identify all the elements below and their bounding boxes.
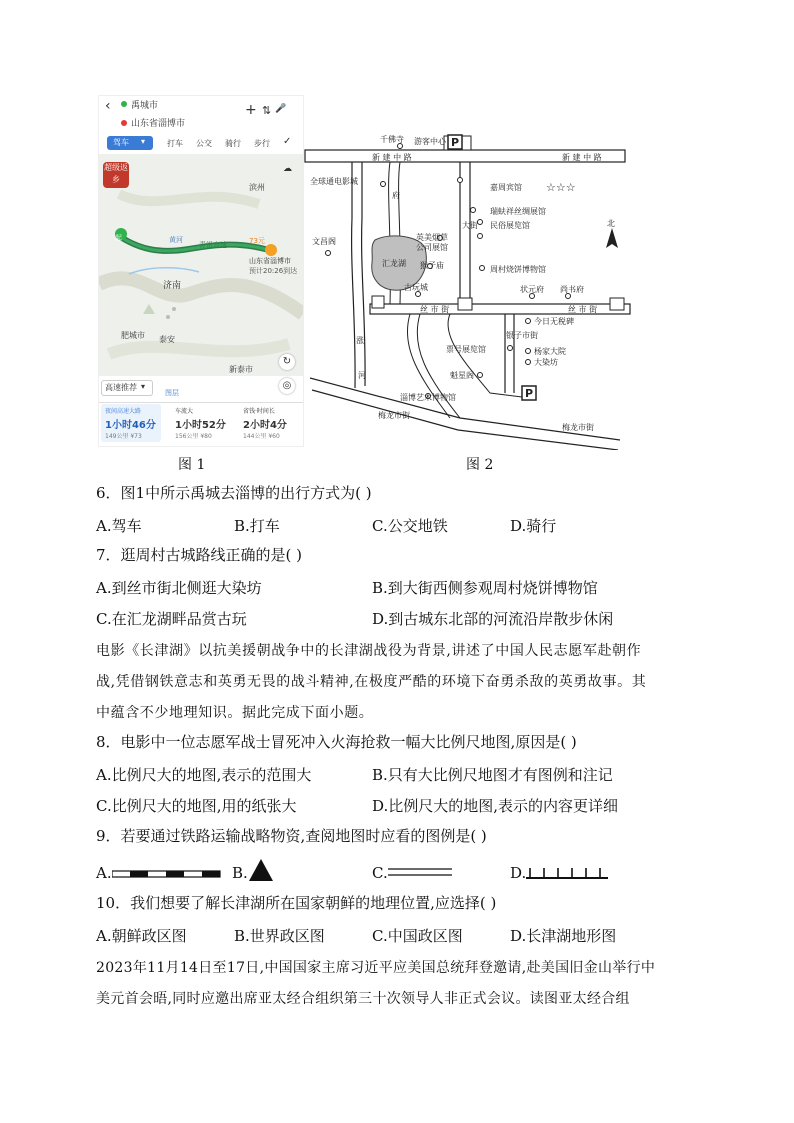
mic-icon[interactable]: 🎤 [275, 104, 287, 114]
label-yangjia: 杨家大院 [534, 347, 566, 356]
label-ruifu: 瑞蚨祥丝绸展馆 [490, 207, 546, 216]
map-label-feicheng: 肥城市 [121, 331, 145, 340]
question-9-stem: 9．若要通过铁路运输战略物资,查阅地图时应看的图例是( ) [96, 827, 487, 845]
passage-1-line-3: 中蕴含不少地理知识。据此完成下面小题。 [96, 705, 374, 721]
label-gongsi: 公司展馆 [416, 243, 448, 252]
q6-option-a[interactable]: A.驾车 [96, 517, 142, 535]
north-label: 北 [607, 219, 615, 228]
map-label-jinan: 济南 [163, 281, 182, 291]
label-xinjian-road-left: 新 建 中 路 [372, 153, 412, 162]
arrival-time: 预计20:26到达 [249, 267, 298, 275]
route-option-1-time: 1小时46分 [105, 420, 156, 431]
label-shangshu: 尚书府 [560, 285, 584, 294]
label-piaohao: 票号展览馆 [446, 345, 486, 354]
map-label-binzhou: 滨州 [249, 183, 265, 192]
route-option-3-title[interactable]: 省钱·时间长 [243, 408, 275, 415]
label-meilong-left: 梅龙市街 [378, 411, 410, 420]
more-modes-icon[interactable]: ✓ [283, 136, 292, 147]
route-option-1-title: 夜间高速大路 [105, 408, 142, 415]
start-tag: 起 [115, 234, 122, 242]
label-minsu: 民俗展览馆 [490, 221, 530, 230]
label-zhang: 涨 [356, 336, 364, 345]
q6-option-d[interactable]: D.骑行 [510, 517, 557, 535]
figure-2-street-map [300, 128, 640, 450]
label-jiazhou: 嘉周宾馆 [490, 183, 522, 192]
railway-symbol [112, 868, 222, 880]
passage-2-line-2: 美元首会晤,同时应邀出席亚太经合组织第三十次领导人非正式会议。读图亚太经合组 [96, 991, 630, 1007]
q9-option-c[interactable]: C. [372, 864, 388, 882]
label-meixing: 魁星阁 [450, 371, 474, 380]
back-icon[interactable]: ‹ [105, 98, 111, 114]
q9-option-b[interactable]: B. [232, 864, 248, 882]
tab-transit[interactable]: 公交 [196, 139, 212, 148]
question-7-stem: 7．逛周村古城路线正确的是( ) [96, 546, 303, 564]
q10-option-d[interactable]: D.长津湖地形图 [510, 927, 617, 945]
tab-bike[interactable]: 骑行 [225, 139, 241, 148]
promo-badge[interactable]: 超级返乡 [103, 162, 129, 188]
passage-1-line-1: 电影《长津湖》以抗美援朝战争中的长津湖战役为背景,讲述了中国人民志愿军赴朝作 [96, 643, 642, 659]
refresh-icon[interactable]: ↻ [279, 354, 295, 370]
q7-option-b[interactable]: B.到大街西侧参观周村烧饼博物馆 [372, 579, 598, 597]
label-yuanzi: 猴子庙 [420, 261, 444, 270]
label-qianfo: 千佛寺 [380, 135, 404, 144]
label-he: 河 [358, 371, 366, 380]
q6-option-b[interactable]: B.打车 [234, 517, 280, 535]
q9-option-d[interactable]: D. [510, 864, 527, 882]
question-6-stem: 6．图1中所示禹城去淄博的出行方式为( ) [96, 484, 372, 502]
label-xinjian-road-right: 新 建 中 路 [562, 153, 602, 162]
destination-dot-icon [121, 120, 127, 126]
label-guwan: 古玩城 [404, 283, 428, 292]
question-8-stem: 8．电影中一位志愿军战士冒死冲入火海抢救一幅大比例尺地图,原因是( ) [96, 733, 577, 751]
route-option-2-meta: 156公里 ¥80 [175, 433, 212, 440]
add-stop-button[interactable]: + [245, 102, 257, 118]
label-wenchang: 文昌阁 [312, 237, 336, 246]
map-label-destination: 山东省淄博市 [249, 257, 291, 265]
q8-option-a[interactable]: A.比例尺大的地图,表示的范围大 [96, 766, 312, 784]
route-option-2-title[interactable]: 车流大 [175, 408, 194, 415]
map-label-xintai: 新泰市 [229, 365, 253, 374]
route-option-3-meta: 144公里 ¥60 [243, 433, 280, 440]
q8-option-b[interactable]: B.只有大比例尺地图才有图例和注记 [372, 766, 613, 784]
mountain-peak-icon [248, 858, 274, 882]
label-huilong-lake: 汇龙湖 [382, 259, 406, 268]
origin-field[interactable]: 禹城市 [131, 101, 159, 111]
figure-1-phone-map [98, 95, 304, 447]
label-zibo: 淄博艺术博物馆 [400, 393, 456, 402]
dropdown-chevron-icon: ▾ [141, 382, 146, 391]
label-fu: 府 [392, 191, 400, 200]
passage-1-line-2: 战,凭借钢铁意志和英勇无畏的战斗精神,在极度严酷的环境下奋勇杀敌的英勇故事。其 [96, 674, 647, 690]
label-yinzi: 银子市街 [506, 331, 538, 340]
q6-option-c[interactable]: C.公交地铁 [372, 517, 448, 535]
label-stars: ☆☆☆ [546, 181, 576, 194]
tab-drive[interactable]: 驾车 [113, 138, 129, 147]
label-jinri: 今日无税碑 [534, 317, 574, 326]
weather-icon[interactable]: ☁ [283, 164, 292, 174]
q10-option-a[interactable]: A.朝鲜政区图 [96, 927, 187, 945]
q10-option-b[interactable]: B.世界政区图 [234, 927, 325, 945]
figure-1-caption: 图 1 [178, 457, 206, 473]
route-preference-dropdown[interactable]: 高速推荐 [105, 383, 137, 392]
q7-option-a[interactable]: A.到丝市街北侧逛大染坊 [96, 579, 262, 597]
q7-option-d[interactable]: D.到古城东北部的河流沿岸散步休闲 [372, 610, 614, 628]
origin-dot-icon [121, 101, 127, 107]
swap-icon[interactable]: ⇅ [262, 104, 272, 117]
route-option-3-time[interactable]: 2小时4分 [243, 420, 287, 431]
destination-field[interactable]: 山东省淄博市 [131, 119, 186, 129]
map-label-taian: 泰安 [159, 335, 175, 344]
q9-option-a[interactable]: A. [96, 864, 112, 882]
label-quanqiu: 全球通电影城 [310, 177, 358, 186]
q10-option-c[interactable]: C.中国政区图 [372, 927, 463, 945]
label-youke: 游客中心 [414, 137, 446, 146]
double-line-road-symbol [388, 867, 454, 877]
q8-option-d[interactable]: D.比例尺大的地图,表示的内容更详细 [372, 797, 619, 815]
layer-toggle[interactable]: 图层 [165, 389, 179, 397]
label-sishi-right: 丝 市 街 [568, 305, 598, 314]
label-daran: 大染坊 [534, 358, 558, 367]
route-label: 青银高速 [199, 241, 227, 249]
route-option-1-meta: 149公里 ¥73 [105, 433, 142, 440]
q7-option-c[interactable]: C.在汇龙湖畔品赏古玩 [96, 610, 247, 628]
label-zhuangyuan: 状元府 [520, 285, 544, 294]
route-option-2-time[interactable]: 1小时52分 [175, 420, 226, 431]
label-dajie: 大街 [462, 221, 478, 230]
q8-option-c[interactable]: C.比例尺大的地图,用的纸张大 [96, 797, 297, 815]
figure-2-caption: 图 2 [466, 457, 494, 473]
label-zhoucun: 周村烧饼博物馆 [490, 265, 546, 274]
map-label-huanghe: 黄河 [169, 236, 183, 244]
boundary-tick-symbol [526, 864, 610, 880]
label-meilong-right: 梅龙市街 [562, 423, 594, 432]
locate-icon[interactable]: ◎ [279, 378, 295, 394]
route-tag: 73元 [249, 237, 265, 245]
tab-walk[interactable]: 步行 [254, 139, 270, 148]
passage-2-line-1: 2023年11月14日至17日,中国国家主席习近平应美国总统拜登邀请,赴美国旧金山举行中 [96, 960, 656, 976]
tab-taxi[interactable]: 打车 [167, 139, 183, 148]
parking-sign-bottom: P [525, 387, 534, 400]
parking-sign-top: P [451, 136, 460, 149]
chevron-down-icon: ▾ [141, 137, 146, 146]
label-sishi-left: 丝 市 街 [420, 305, 450, 314]
question-10-stem: 10．我们想要了解长津湖所在国家朝鲜的地理位置,应选择( ) [96, 894, 497, 912]
label-yingmei: 英美烟草 [416, 233, 448, 242]
